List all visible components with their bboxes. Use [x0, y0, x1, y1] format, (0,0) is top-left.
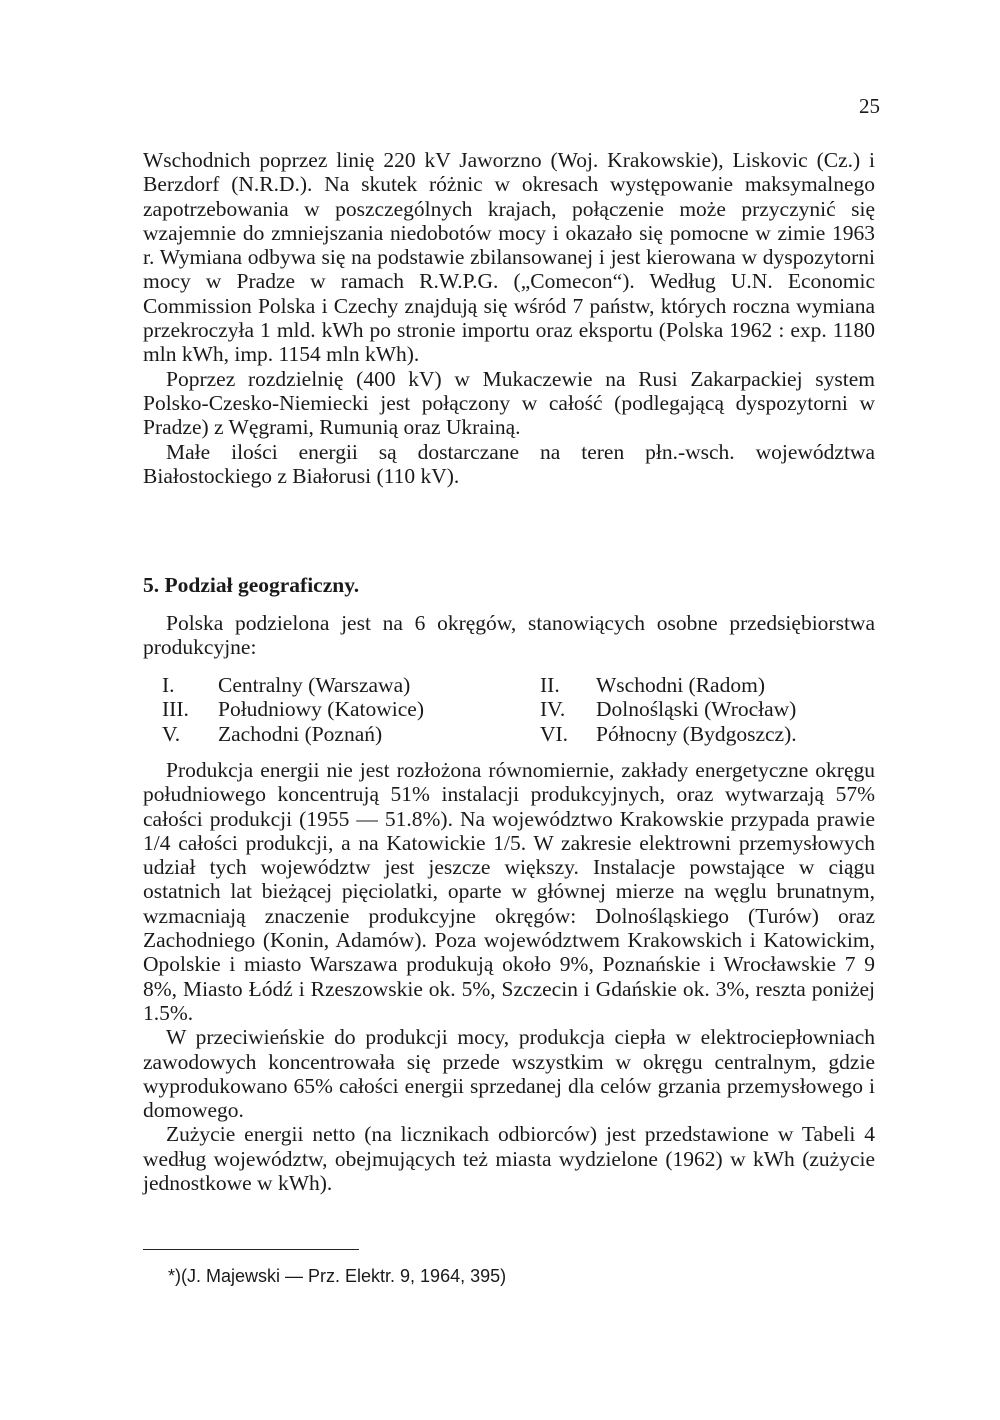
list-item: [162, 722, 382, 746]
list-item: [540, 673, 765, 697]
list-item-number: IV.: [540, 697, 566, 722]
list-item: [162, 673, 410, 697]
paragraph: Polska podzielona jest na 6 okręgów, stanowiących osobne przedsiębiorstwa produkcyjne:: [143, 611, 875, 660]
footnote: *)(J. Majewski — Prz. Elektr. 9, 1964, 395): [168, 1266, 507, 1286]
list-item: [540, 722, 797, 746]
list-item-number: VI.: [540, 721, 569, 746]
list-row: [162, 722, 862, 746]
text-block-top: [143, 148, 875, 488]
paragraph: W przeciwieńskie do produkcji mocy, produkcja ciepła w elektrociepłowniach zawodowych koncentrowała się przede wszystkim w okręgu centralnym, gdzie wyprodukowano 65% całości energii sprzedanej dla celów grzania przemysłowego i domowego.: [143, 1025, 875, 1123]
list-item-number: II.: [540, 673, 560, 697]
list-item: [162, 697, 424, 721]
paragraph: Produkcja energii nie jest rozłożona równomiernie, zakłady energetyczne okręgu południowego koncentrują 51% instalacji produkcyjnych, oraz wytwarzają 57% całości produkcji (1955 — 51.8%). Na województwo Krakowskie przypada prawie 1/4 całości produkcji, a na Katowickie 1/5. W zakresie elektrowni przemysłowych udział tych województw jest jeszcze większy. Instalacje powstające w ciągu ostatnich lat bieżącej pięciolatki, oparte w głównej mierze na węglu brunatnym, wzmacniają znaczenie produkcyjne okręgów: Dolnośląskiego (Turów) oraz Zachodniego (Konin, Adamów). Poza województwem Krakowskich i Katowickim, Opolskie i miasto Warszawa produkują około 9%, Poznańskie i Wrocławskie 7 9 8%, Miasto Łódź i Rzeszowskie ok. 5%, Szczecin i Gdańskie ok. 3%, reszta poniżej 1.5%.: [143, 758, 875, 1025]
list-item: [540, 697, 796, 721]
list-item-name: Północny (Bydgoszcz).: [596, 721, 797, 746]
text-block-intro: [143, 611, 875, 660]
page-number: 25: [859, 94, 880, 118]
list-item-name: Wschodni (Radom): [596, 673, 765, 697]
list-row: [162, 697, 862, 721]
list-item-number: I.: [162, 673, 175, 697]
footnote-divider: [143, 1249, 359, 1250]
list-item-number: V.: [162, 721, 181, 746]
paragraph: Poprzez rozdzielnię (400 kV) w Mukaczewie na Rusi Zakarpackiej system Polsko-Czesko-Niemiecki jest połączony w całość (podlegającą dyspozytorni w Pradze) z Węgrami, Rumunią oraz Ukrainą.: [143, 366, 875, 440]
list-item-name: Centralny (Warszawa): [218, 673, 411, 697]
paragraph: Małe ilości energii są dostarczane na teren płn.-wsch. województwa Białostockiego z Białorusi (110 kV).: [143, 439, 875, 488]
list-item-name: Dolnośląski (Wrocław): [596, 697, 797, 722]
section-heading: 5. Podział geograficzny.: [143, 573, 360, 597]
list-row: [162, 673, 862, 697]
district-list: [162, 673, 862, 746]
paragraph: Zużycie energii netto (na licznikach odbiorców) jest przedstawione w Tabeli 4 według województw, obejmujących też miasta wydzielone (1962) w kWh (zużycie jednostkowe w kWh).: [143, 1122, 875, 1196]
list-item-name: Południowy (Katowice): [218, 697, 425, 722]
list-item-name: Zachodni (Poznań): [218, 721, 383, 746]
list-item-number: III.: [162, 697, 189, 722]
text-block-bottom: [143, 758, 875, 1195]
paragraph: Wschodnich poprzez linię 220 kV Jaworzno (Woj. Krakowskie), Liskovic (Cz.) i Berzdorf (N.R.D.). Na skutek różnic w okresach występowanie maksymalnego zapotrzebowania w poszczególnych krajach, połączenie może przyczynić się wzajemnie do zmniejszania niedobotów mocy i okazało się pomocne w zimie 1963 r. Wymiana odbywa się na podstawie zbilansowanej i jest kierowana w dyspozytorni mocy w Pradze w ramach R.W.P.G. („Comecon“). Według U.N. Economic Commission Polska i Czechy znajdują się wśród 7 państw, których roczna wymiana przekroczyła 1 mld. kWh po stronie importu oraz eksportu (Polska 1962 : exp. 1180 mln kWh, imp. 1154 mln kWh).: [143, 148, 875, 367]
